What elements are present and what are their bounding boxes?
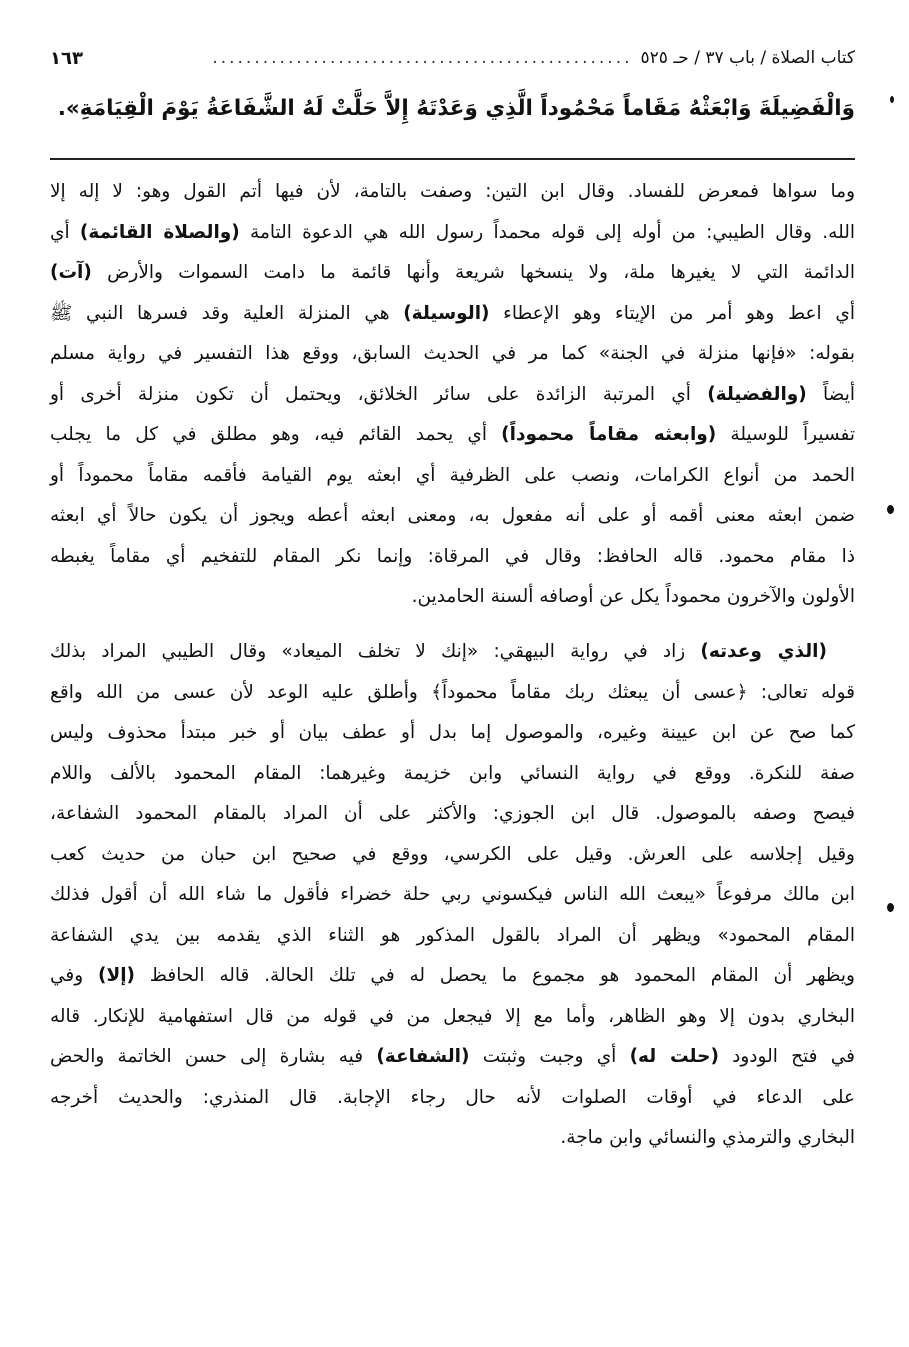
text-line: [50, 673, 855, 714]
text-segment: ويظهر أن المقام المحمود هو مجموع ما يحصل له في تلك الحالة. قاله الحافظ: [135, 965, 855, 986]
text-line: [50, 537, 855, 578]
text-segment: أي اعط وهو أمر من الإيتاء وهو الإعطاء: [489, 302, 855, 324]
bold-keyword: (والصلاة القائمة): [79, 221, 240, 243]
bold-keyword: (والفضيلة): [707, 383, 807, 405]
text-line: [50, 1078, 855, 1119]
text-segment: وقيل إجلاسه على العرش. وقيل على الكرسي، ووقع في صحيح ابن حبان من حديث كعب: [50, 843, 855, 865]
text-line: [50, 253, 855, 294]
bold-keyword: (حلت له): [629, 1046, 719, 1067]
text-line: [50, 713, 855, 754]
text-segment: وما سواها فمعرض للفساد. وقال ابن التين: وصفت بالتامة، لأن فيها أتم القول وهو: لا إله إلا: [50, 181, 855, 202]
scan-mark: [887, 505, 894, 514]
text-segment: وفي: [50, 965, 98, 986]
bold-keyword: (آت): [50, 262, 92, 283]
text-segment: الأولون والآخرون محموداً يكل عن أوصافه ألسنة الحامدين.: [411, 586, 855, 607]
text-segment: أي المرتبة الزائدة على سائر الخلائق، ويحتمل أن تكون منزلة أخرى أو: [50, 383, 708, 405]
running-header: [50, 44, 855, 72]
text-segment: بقوله: «فإنها منزلة في الجنة» كما مر في الحديث السابق، ووقع هذا التفسير في رواية مسلم: [50, 343, 855, 364]
bold-keyword: (الذي وعدته): [700, 641, 827, 662]
text-line: [50, 1037, 855, 1078]
text-segment: البخاري بدون إلا وهو الظاهر، وأما مع إلا فيجعل من في قوله من قال استفهامية للإنكار. قاله: [50, 1005, 855, 1027]
scan-mark: [890, 96, 894, 103]
text-segment: ابن مالك مرفوعاً «يبعث الله الناس فيكسوني ربي حلة خضراء فأقول ما شاء الله أن أقول فذلك: [50, 884, 855, 905]
text-line: [50, 835, 855, 876]
text-line: [50, 172, 855, 213]
bold-keyword: (الوسيلة): [403, 302, 490, 324]
text-segment: الحمد من أنواع الكرامات، ونصب على الظرفية أي ابعثه يوم القيامة فأقمه مقاماً محموداً أو: [50, 464, 855, 486]
text-segment: الدائمة التي لا يغيرها ملة، ولا ينسخها شريعة وأنها قائمة ما دامت السموات والأرض: [91, 262, 855, 283]
text-line: [50, 916, 855, 957]
scan-mark: [887, 903, 894, 912]
page-number: ١٦٣: [50, 47, 83, 69]
text-line: [50, 213, 855, 254]
text-line: [50, 1118, 855, 1159]
text-segment: أيضاً: [806, 383, 855, 405]
text-segment: قوله تعالى: ﴿عسى أن يبعثك ربك مقاماً محموداً﴾ وأطلق عليه الوعد لأن عسى من الله واقع: [50, 681, 855, 703]
text-segment: كما صح عن ابن عيينة وغيره، والموصول إما بدل أو عطف بيان أو خبر مبتدأ محذوف وليس: [50, 722, 855, 743]
text-line: [50, 456, 855, 497]
text-line: [50, 577, 855, 618]
text-segment: فيه بشارة إلى حسن الخاتمة والحض: [50, 1046, 377, 1067]
commentary-paragraph-1: [50, 172, 855, 618]
bold-keyword: (إلا): [97, 965, 136, 986]
text-segment: المقام المحمود» ويظهر أن المراد بالقول المذكور هو الثناء الذي يقدمه بين يدي الشفاعة: [50, 924, 855, 946]
hadith-text: وَالْفَضِيلَةَ وَابْعَثْهُ مَقَاماً مَحْمُوداً الَّذِي وَعَدْتَهُ إِلاَّ حَلَّتْ لَهُ الشَّفَاعَةُ يَوْمَ الْقِيَامَةِ».: [57, 96, 855, 121]
text-segment: زاد في رواية البيهقي: «إنك لا تخلف الميعاد» وقال الطيبي المراد بذلك: [50, 641, 701, 662]
text-segment: الله. وقال الطيبي: من أوله إلى قوله محمداً رسول الله هي الدعوة التامة: [239, 221, 855, 243]
text-line: [50, 632, 855, 673]
bold-keyword: (وابعثه مقاماً محموداً): [501, 424, 717, 445]
header-title: كتاب الصلاة / باب ٣٧ / حـ ٥٢٥: [640, 48, 855, 68]
text-segment: أي: [50, 221, 80, 243]
text-segment: على الدعاء في أوقات الصلوات لأنه حال رجاء الإجابة. قال المنذري: والحديث أخرجه: [50, 1086, 855, 1108]
footnote-divider: [50, 158, 855, 160]
text-segment: البخاري والترمذي والنسائي وابن ماجة.: [560, 1127, 855, 1148]
text-line: [50, 875, 855, 916]
text-line: [50, 294, 855, 335]
text-line: [50, 415, 855, 456]
text-line: [50, 794, 855, 835]
text-line: [50, 334, 855, 375]
text-segment: أي يحمد القائم فيه، وهو مطلق في كل ما يجلب: [50, 424, 502, 445]
text-line: [50, 754, 855, 795]
text-segment: في فتح الودود: [718, 1046, 855, 1067]
text-segment: هي المنزلة العلية وقد فسرها النبي ﷺ: [50, 302, 404, 324]
text-segment: ضمن ابعثه معنى أقمه أو على أنه مفعول به، ومعنى ابعثه أعطه ويجوز أن يكون حالاً أي ابعثه: [50, 505, 855, 526]
text-segment: تفسيراً للوسيلة: [716, 424, 855, 445]
text-segment: فيصح وصفه بالموصول. قال ابن الجوزي: والأكثر على أن المراد بالمقام المحمود الشفاعة،: [50, 803, 855, 824]
text-line: [50, 997, 855, 1038]
text-line: [50, 496, 855, 537]
text-line: [50, 375, 855, 416]
text-segment: صفة للنكرة. ووقع في رواية النسائي وابن خزيمة وغيرهما: المقام المحمود بالألف واللام: [50, 762, 855, 784]
commentary-paragraph-2: [50, 632, 855, 1159]
header-leader-dots: ..................................................: [212, 48, 633, 68]
text-segment: أي وجبت وثبتت: [469, 1046, 630, 1067]
bold-keyword: (الشفاعة): [376, 1046, 470, 1067]
text-line: [50, 956, 855, 997]
text-segment: ذا مقام محمود. قاله الحافظ: وقال في المرقاة: وإنما نكر المقام للتفخيم أي مقاماً يغبطه: [50, 545, 855, 567]
